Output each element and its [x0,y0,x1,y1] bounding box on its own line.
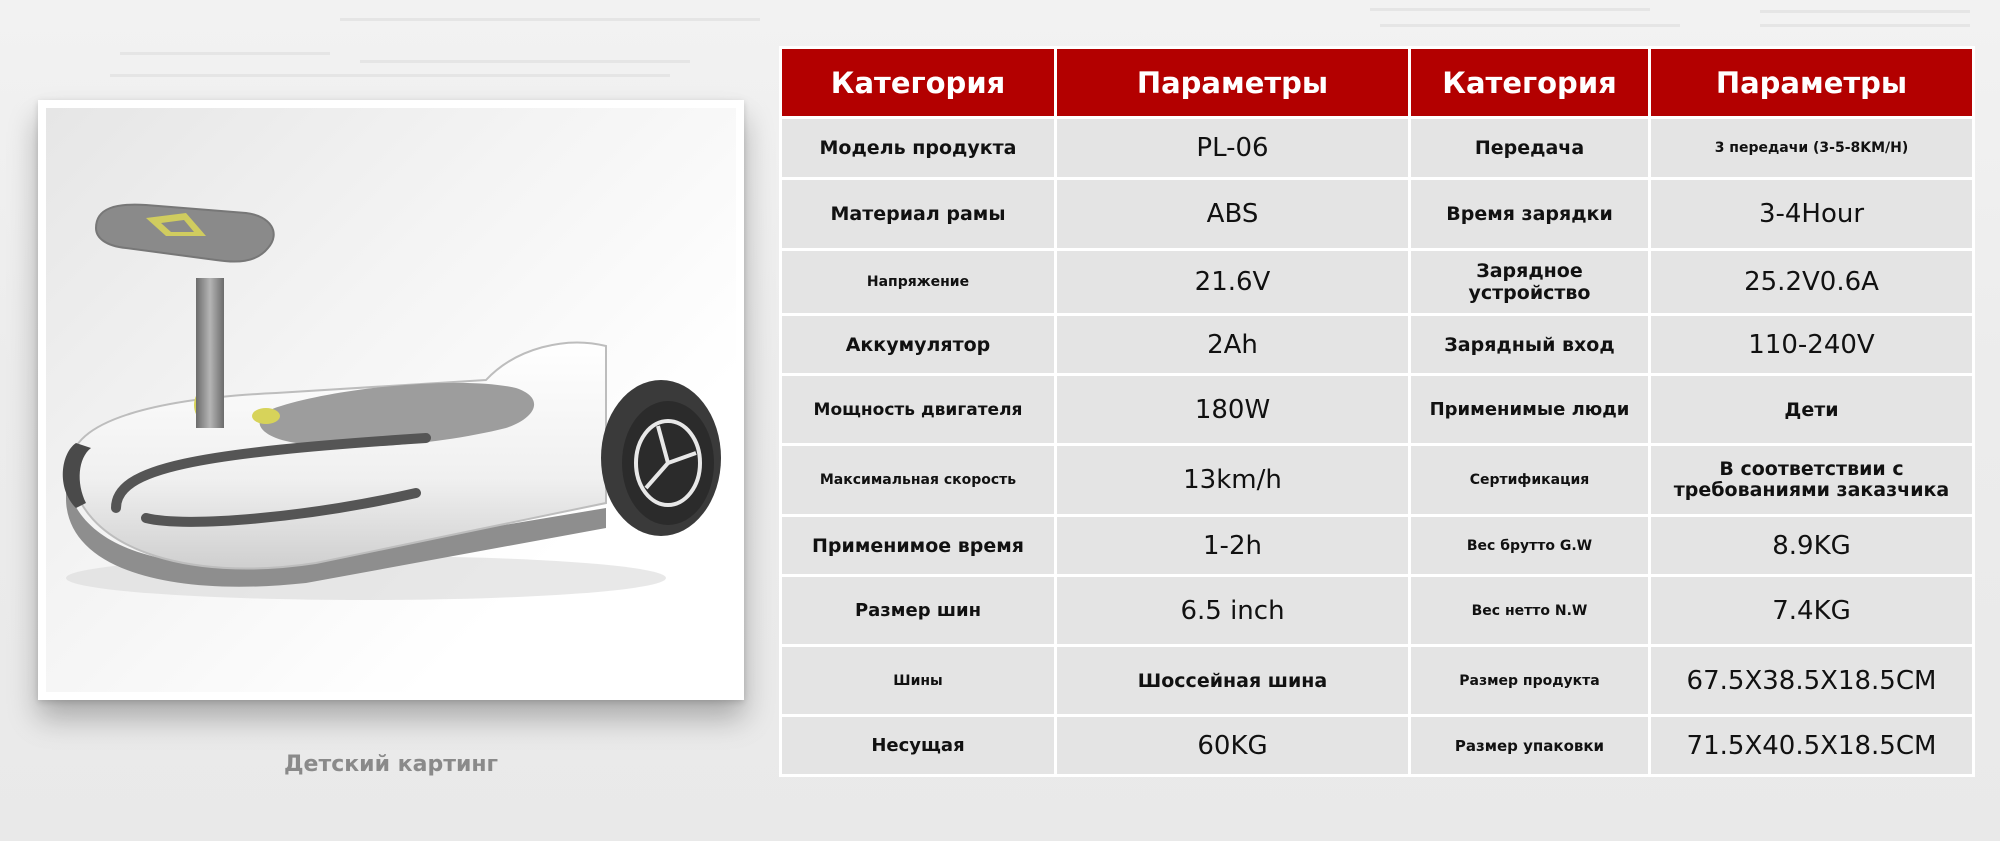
row-value: 7.4KG [1650,576,1974,646]
row-label: Модель продукта [781,118,1056,179]
row-label: Напряжение [781,250,1056,315]
row-value: В соответствии с требованиями заказчика [1650,445,1974,516]
row-value: 25.2V0.6A [1650,250,1974,315]
row-value: 13km/h [1056,445,1410,516]
row-label: Аккумулятор [781,315,1056,375]
product-photo [46,108,736,692]
row-value: 71.5X40.5X18.5CM [1650,716,1974,776]
header-category-2: Категория [1410,48,1650,118]
header-parameters-2: Параметры [1650,48,1974,118]
row-label: Сертификация [1410,445,1650,516]
row-label: Несущая [781,716,1056,776]
table-row [781,576,1974,646]
table-row [781,516,1974,576]
go-kart-illustration [46,108,736,692]
row-label: Передача [1410,118,1650,179]
row-value: PL-06 [1056,118,1410,179]
row-label: Время зарядки [1410,179,1650,250]
row-value: 3 передачи (3-5-8KM/H) [1650,118,1974,179]
row-value: 1-2h [1056,516,1410,576]
table-row [781,646,1974,716]
row-value: 110-240V [1650,315,1974,375]
row-label: Материал рамы [781,179,1056,250]
table-row [781,250,1974,315]
row-value: 8.9KG [1650,516,1974,576]
row-label: Вес брутто G.W [1410,516,1650,576]
row-value: 60KG [1056,716,1410,776]
table-row [781,375,1974,445]
row-label: Применимое время [781,516,1056,576]
header-parameters-1: Параметры [1056,48,1410,118]
row-value: 67.5X38.5X18.5CM [1650,646,1974,716]
header-category-1: Категория [781,48,1056,118]
row-label: Мощность двигателя [781,375,1056,445]
table-row [781,315,1974,375]
row-value: 2Ah [1056,315,1410,375]
row-label: Зарядное устройство [1410,250,1650,315]
table-row [781,118,1974,179]
table-row [781,445,1974,516]
row-value: 180W [1056,375,1410,445]
table-row [781,716,1974,776]
row-label: Максимальная скорость [781,445,1056,516]
spec-table [779,46,1975,777]
row-value: 6.5 inch [1056,576,1410,646]
table-row [781,179,1974,250]
row-label: Шины [781,646,1056,716]
spec-table-header-row [781,48,1974,118]
product-caption: Детский картинг [283,752,499,777]
row-label: Зарядный вход [1410,315,1650,375]
row-value: Шоссейная шина [1056,646,1410,716]
row-label: Вес нетто N.W [1410,576,1650,646]
row-label: Применимые люди [1410,375,1650,445]
row-value: 3-4Hour [1650,179,1974,250]
row-value: ABS [1056,179,1410,250]
row-value: 21.6V [1056,250,1410,315]
row-label: Размер упаковки [1410,716,1650,776]
row-label: Размер шин [781,576,1056,646]
row-label: Размер продукта [1410,646,1650,716]
row-value: Дети [1650,375,1974,445]
product-photo-card [38,100,744,700]
